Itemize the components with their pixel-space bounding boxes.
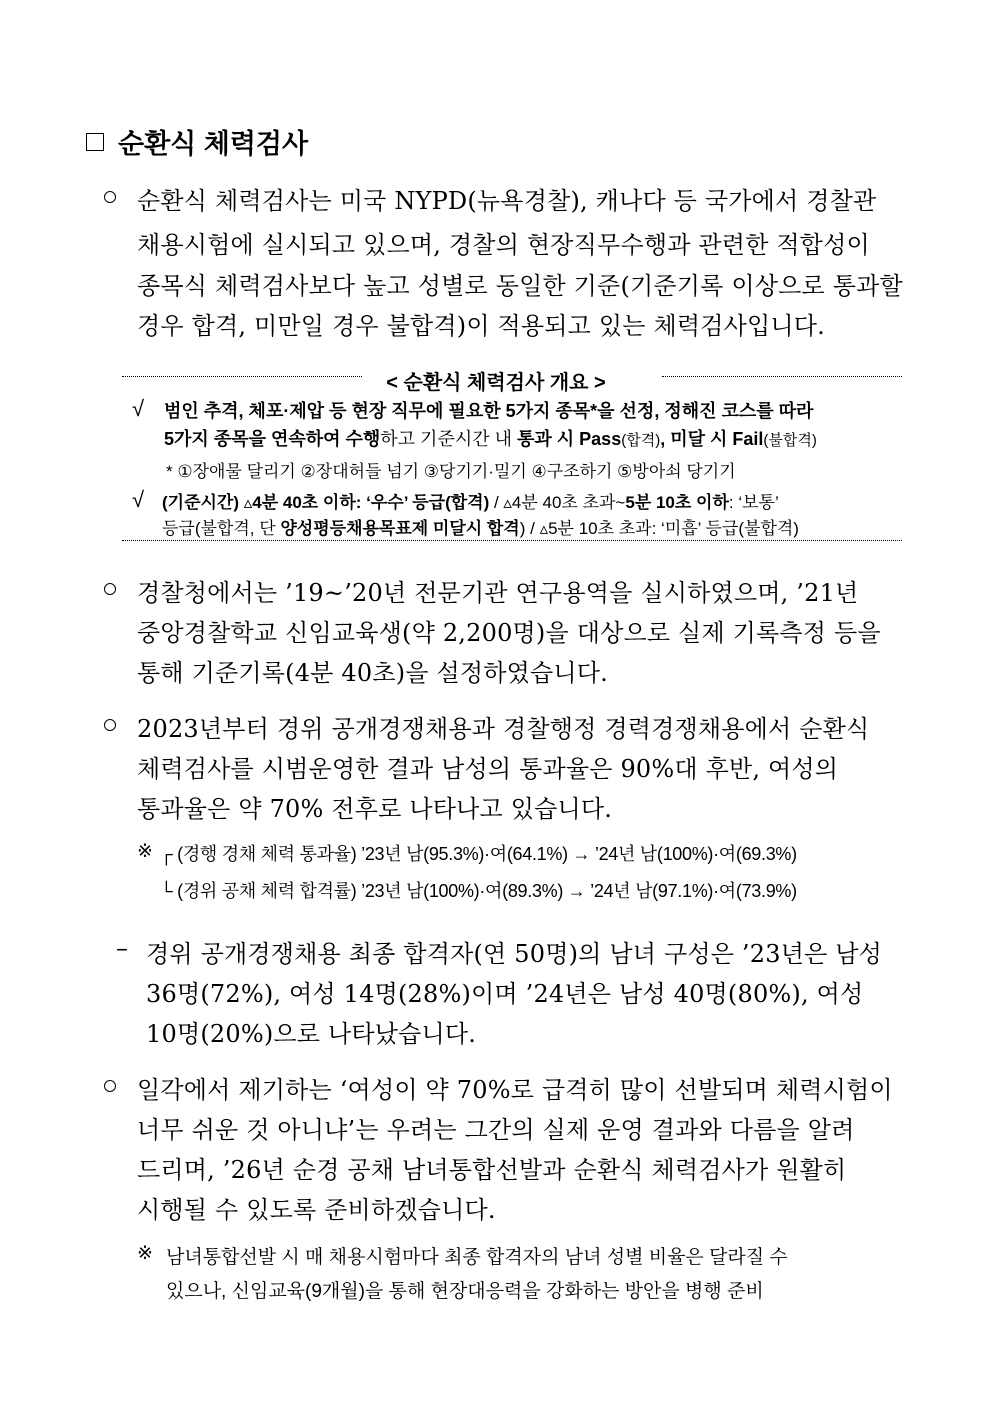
box-item1-line1: 범인 추격, 체포·제압 등 현장 직무에 필요한 5가지 종목*을 선정, 정해진 코스를 따라 [164,401,814,421]
para5-line: 일각에서 제기하는 ‘여성이 약 70%로 급격히 많이 선발되며 체력시험이 [137,1076,893,1104]
check-icon: √ [132,487,145,512]
box-item2-l2-normal: 등급(불합격, 단 [162,519,281,538]
box-item2-l2-normal2: ) / ▵5분 10초 초과: ‘미흡’ 등급(불합격) [519,519,799,538]
box-item1-line2 [164,425,817,451]
para4-line: 36명(72%), 여성 14명(28%)이며 ’24년은 남성 40명(80%), 여성 [146,980,864,1008]
para2-line: 통해 기준기록(4분 40초)을 설정하였습니다. [137,659,608,687]
para4-line: 10명(20%)으로 나타났습니다. [146,1020,477,1048]
note-mark: ※ [137,841,153,862]
box-item2-bold: (기준시간) ▵4분 40초 이하: ‘우수’ 등급(합격) [162,493,490,512]
note-mark: ※ [137,1243,153,1264]
para3-note1: ┌ (경행 경채 체력 통과율) ’23년 남(95.3%)·여(64.1%) → ’24년 남(100%)·여(69.3%) [160,844,797,864]
para3-line: 통과율은 약 70% 전후로 나타나고 있습니다. [137,795,613,823]
para1-line: 경우 합격, 미만일 경우 불합격)이 적용되고 있는 체력검사입니다. [137,312,826,340]
para2-line: 경찰청에서는 ’19~’20년 전문기관 연구용역을 실시하였으며, ’21년 [137,579,859,607]
square-bullet-icon [86,133,104,151]
box-item2-line2 [162,514,799,539]
box-item1-fail-note: (불합격) [763,432,817,449]
para5-line: 드리며, ’26년 순경 공채 남녀통합선발과 순환식 체력검사가 원활히 [137,1156,847,1184]
box-footnote: * ①장애물 달리기 ②장대허들 넘기 ③당기기·밀기 ④구조하기 ⑤방아쇠 당기기 [166,462,736,481]
para5-note1: 남녀통합선발 시 매 채용시험마다 최종 합격자의 남녀 성별 비율은 달라질 수 [166,1247,788,1268]
box-title: < 순환식 체력검사 개요 > [386,372,606,394]
para5-note2: 있으나, 신임교육(9개월)을 통해 현장대응력을 강화하는 방안을 병행 준비 [166,1281,764,1302]
para1-line: 순환식 체력검사는 미국 NYPD(뉴욕경찰), 캐나다 등 국가에서 경찰관 [137,187,877,215]
para3-line: 체력검사를 시범운영한 결과 남성의 통과율은 90%대 후반, 여성의 [137,755,839,783]
dash-bullet-icon: – [116,934,129,962]
para5-line: 시행될 수 있도록 준비하겠습니다. [137,1196,496,1224]
box-item1-pass: 통과 시 Pass [517,429,622,449]
para5-line: 너무 쉬운 것 아니냐’는 우려는 그간의 실제 운영 결과와 다름을 알려 [137,1116,855,1144]
box-item2-normal2: : ‘보통’ [728,493,779,512]
section-title-text: 순환식 체력검사 [118,129,309,159]
box-item1-pass-note: (합격) [621,432,661,449]
box-item1-fail: , 미달 시 Fail [660,429,764,449]
para3-line: 2023년부터 경위 공개경쟁채용과 경찰행정 경력경쟁채용에서 순환식 [137,715,870,743]
circle-bullet-icon [104,719,116,731]
box-divider-bottom [122,540,902,541]
section-title [86,122,308,161]
para1-line: 채용시험에 실시되고 있으며, 경찰의 현장직무수행과 관련한 적합성이 [137,231,870,259]
para4-line: 경위 공개경쟁채용 최종 합격자(연 50명)의 남녀 구성은 ’23년은 남성 [146,940,883,968]
box-item1-normal: 하고 기준시간 내 [380,429,517,449]
para1-line: 종목식 체력검사보다 높고 성별로 동일한 기준(기준기록 이상으로 통과할 [137,272,903,300]
box-item2-bold2: 5분 10초 이하 [625,493,729,512]
circle-bullet-icon [104,1080,116,1092]
box-item2-line1 [162,488,779,513]
box-item2-l2-bold: 양성평등채용목표제 미달시 합격 [280,519,520,538]
circle-bullet-icon [104,191,116,203]
check-icon: √ [132,396,145,421]
para3-note2: └ (경위 공채 체력 합격률) ’23년 남(100%)·여(89.3%) → ’24년 남(97.1%)·여(73.9%) [160,881,797,901]
para2-line: 중앙경찰학교 신임교육생(약 2,200명)을 대상으로 실제 기록측정 등을 [137,619,881,647]
circle-bullet-icon [104,583,116,595]
box-item1-bold: 5가지 종목을 연속하여 수행 [164,429,381,449]
box-item2-normal: / ▵4분 40초 초과~ [489,493,626,512]
